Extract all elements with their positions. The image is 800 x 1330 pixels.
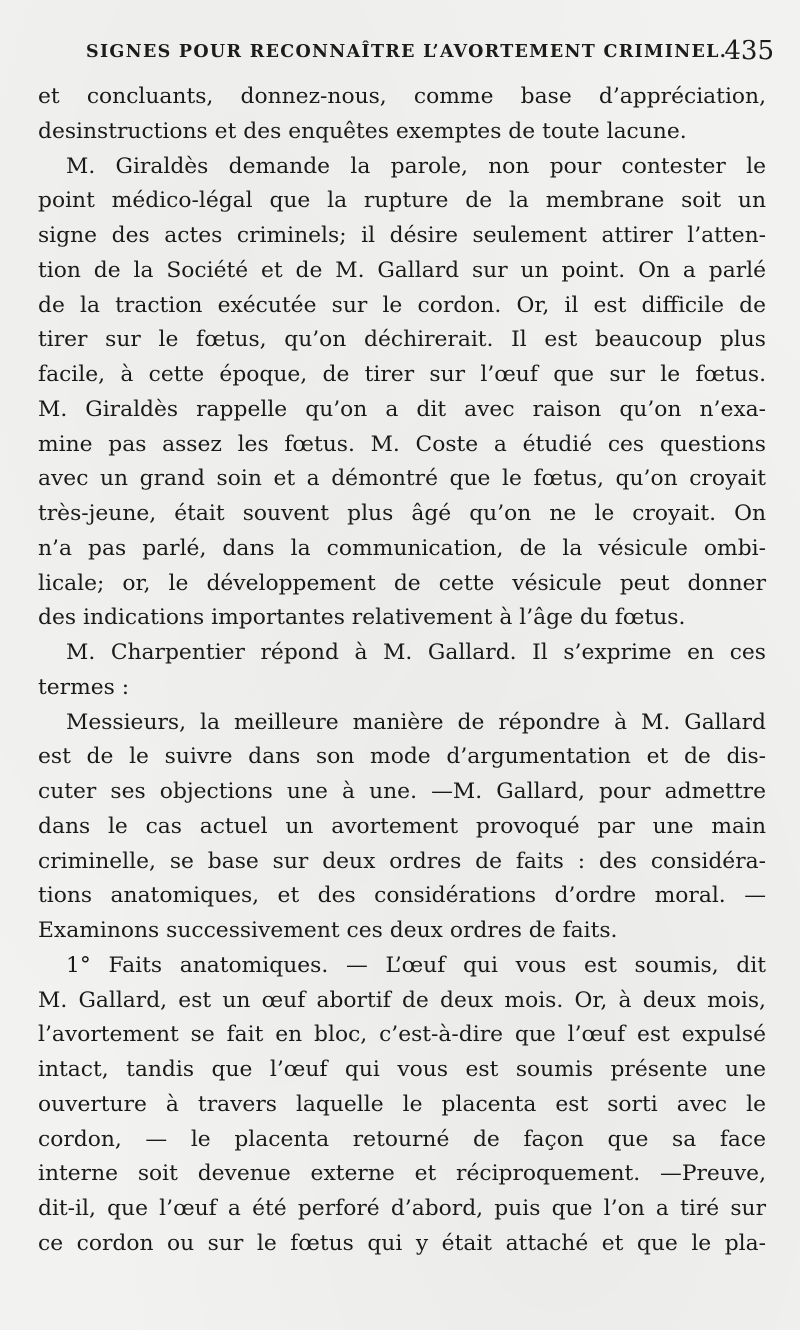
text-line: M. Charpentier répond à M. Gallard. Il s’exprime en ces — [66, 640, 766, 665]
text-line: de la traction exécutée sur le cordon. Or, il est difficile de — [38, 292, 766, 318]
running-head — [86, 34, 774, 70]
body-text — [38, 80, 766, 1262]
text-line: M. Giraldès rappelle qu’on a dit avec raison qu’on n’exa- — [38, 396, 766, 422]
text-line: interne soit devenue externe et réciproquement. —Preuve, — [38, 1161, 766, 1187]
text-line: cuter ses objections une à une. —M. Gallard, pour admettre — [38, 779, 766, 804]
text-line: l’avortement se fait en bloc, c’est-à-dire que l’œuf est expulsé — [38, 1022, 766, 1048]
text-line: tirer sur le fœtus, qu’on déchirerait. Il est beaucoup plus — [38, 327, 766, 353]
text-line: intact, tandis que l’œuf qui vous est soumis présente une — [38, 1057, 766, 1082]
text-line: des indications importantes relativement à l’âge du fœtus. — [38, 605, 686, 631]
text-line: Messieurs, la meilleure manière de répondre à M. Gallard — [66, 709, 766, 735]
text-line: dans le cas actuel un avortement provoqué par une main — [38, 813, 766, 839]
text-line: criminelle, se base sur deux ordres de faits : des considéra- — [38, 848, 766, 874]
text-line: facile, à cette époque, de tirer sur l’œuf que sur le fœtus. — [38, 362, 766, 387]
text-line: tion de la Société et de M. Gallard sur un point. On a parlé — [38, 257, 766, 283]
text-line: 1° Faits anatomiques. — L’œuf qui vous est soumis, dit — [66, 952, 766, 978]
text-line: desinstructions et des enquêtes exemptes de toute lacune. — [38, 118, 687, 144]
running-title: SIGNES POUR RECONNAÎTRE L’AVORTEMENT CRIMINEL. — [86, 42, 728, 62]
text-line: termes : — [38, 674, 130, 700]
text-line: est de le suivre dans son mode d’argumentation et de dis- — [38, 744, 766, 770]
text-line: M. Giraldès demande la parole, non pour contester le — [66, 153, 766, 179]
text-line: licale; or, le développement de cette vésicule peut donner — [38, 570, 766, 596]
text-line: et concluants, donnez-nous, comme base d’appréciation, — [38, 84, 766, 109]
text-line: M. Gallard, est un œuf abortif de deux mois. Or, à deux mois, — [38, 987, 766, 1013]
text-line: cordon, — le placenta retourné de façon que sa face — [38, 1126, 766, 1152]
text-line: dit-il, que l’œuf a été perforé d’abord, puis que l’on a tiré sur — [38, 1196, 766, 1221]
text-line: ouverture à travers laquelle le placenta est sorti avec le — [38, 1091, 766, 1117]
text-line: n’a pas parlé, dans la communication, de la vésicule ombi- — [38, 535, 766, 561]
text-line: signe des actes criminels; il désire seulement attirer l’atten- — [38, 223, 766, 248]
text-line: mine pas assez les fœtus. M. Coste a étudié ces questions — [38, 431, 766, 457]
page-number: 435 — [724, 36, 774, 66]
text-line: avec un grand soin et a démontré que le fœtus, qu’on croyait — [38, 466, 766, 492]
text-line: tions anatomiques, et des considérations d’ordre moral. — — [38, 883, 766, 909]
text-line: très-jeune, était souvent plus âgé qu’on ne le croyait. On — [38, 501, 766, 526]
text-line: point médico-légal que la rupture de la membrane soit un — [38, 188, 766, 214]
text-line: Examinons successivement ces deux ordres de faits. — [38, 918, 618, 943]
text-line: ce cordon ou sur le fœtus qui y était attaché et que le pla- — [38, 1230, 766, 1256]
